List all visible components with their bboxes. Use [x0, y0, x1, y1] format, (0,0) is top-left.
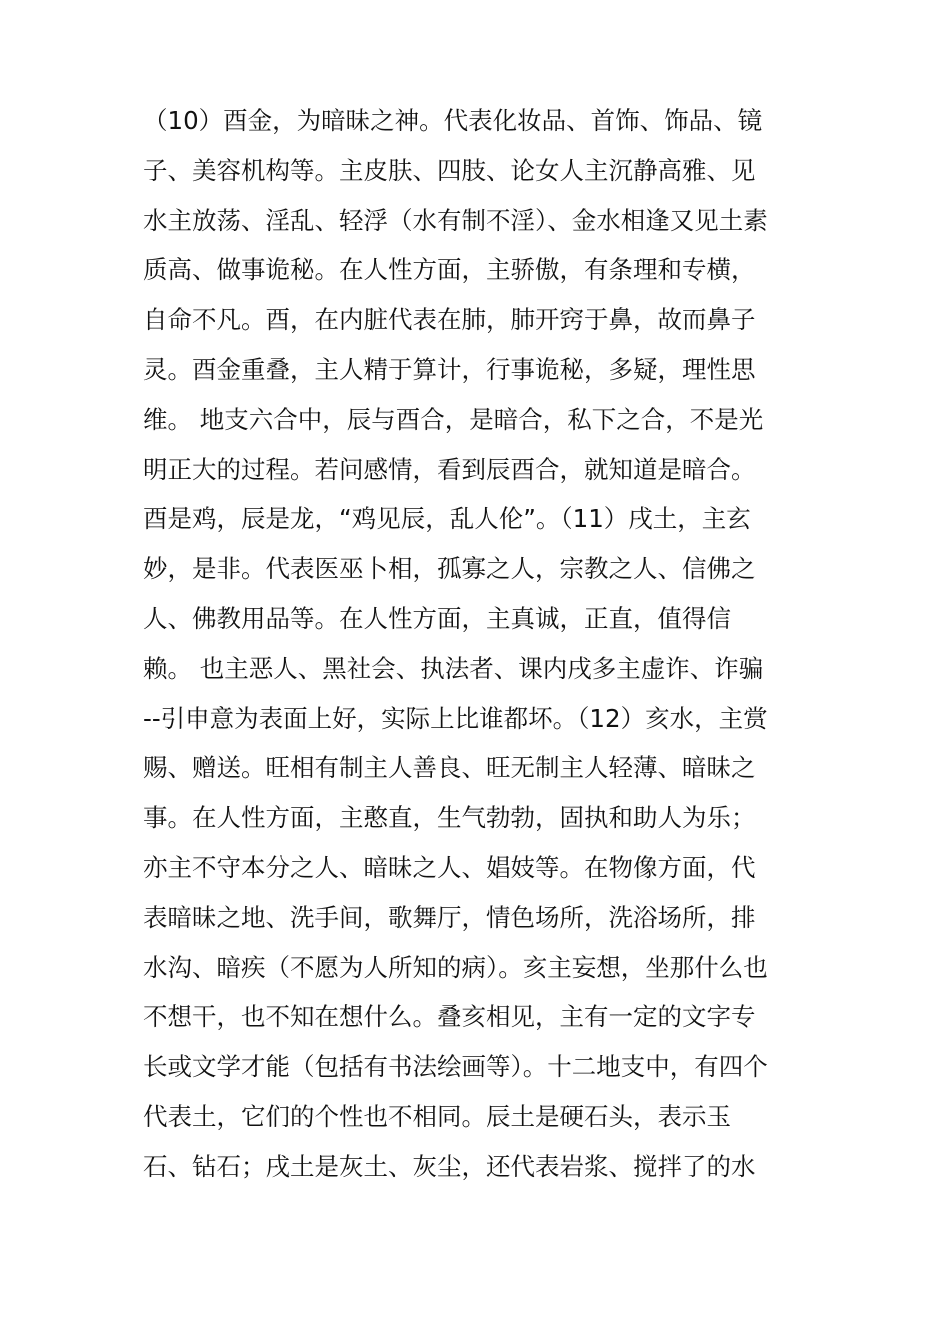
text-line: 子、美容机构等。主皮肤、四肢、论女人主沉静高雅、见 — [143, 155, 756, 185]
text-line: 灵。酉金重叠，主人精于算计，行事诡秘，多疑，理性思 — [143, 354, 756, 384]
text-line: 不想干，也不知在想什么。叠亥相见，主有一定的文字专 — [143, 1002, 756, 1032]
text-line: 石、钻石；戌土是灰土、灰尘，还代表岩浆、搅拌了的水 — [143, 1151, 756, 1181]
text-line: 明正大的过程。若问感情，看到辰酉合，就知道是暗合。 — [143, 454, 756, 484]
text-line: 长或文学才能（包括有书法绘画等）。十二地支中，有四个 — [143, 1052, 768, 1082]
text-line: --引申意为表面上好，实际上比谁都坏。（12）亥水，主赏 — [143, 703, 768, 733]
text-line: 表暗昧之地、洗手间，歌舞厅，情色场所，洗浴场所，排 — [143, 902, 756, 932]
text-line: 亦主不守本分之人、暗昧之人、娼妓等。在物像方面，代 — [143, 852, 756, 882]
text-line: 自命不凡。酉，在内脏代表在肺，肺开窍于鼻，故而鼻子 — [143, 305, 756, 335]
text-line: 代表土，它们的个性也不相同。辰土是硬石头，表示玉 — [143, 1101, 731, 1131]
text-line: 赖。 也主恶人、黑社会、执法者、课内戌多主虚诈、诈骗 — [143, 653, 764, 683]
text-line: 事。在人性方面，主憨直，生气勃勃，固执和助人为乐； — [143, 803, 756, 833]
text-line: 妙，是非。代表医巫卜相，孤寡之人，宗教之人、信佛之 — [143, 554, 756, 584]
text-line: 酉是鸡，辰是龙，“鸡见辰，乱人伦”。（11）戌土，主玄 — [143, 504, 751, 534]
text-line: （10）酉金，为暗昧之神。代表化妆品、首饰、饰品、镜 — [143, 106, 763, 135]
body-text — [143, 96, 823, 1192]
text-line: 赐、赠送。旺相有制主人善良、旺无制主人轻薄、暗昧之 — [143, 753, 756, 783]
text-line: 维。 地支六合中，辰与酉合，是暗合，私下之合，不是光 — [143, 404, 764, 434]
text-line: 人、佛教用品等。在人性方面，主真诚，正直，值得信 — [143, 603, 731, 633]
text-line: 质高、做事诡秘。在人性方面，主骄傲，有条理和专横， — [143, 255, 756, 285]
text-line: 水主放荡、淫乱、轻浮（水有制不淫）、金水相逢又见土素 — [143, 205, 768, 235]
text-line: 水沟、暗疾（不愿为人所知的病）。亥主妄想，坐那什么也 — [143, 952, 768, 982]
